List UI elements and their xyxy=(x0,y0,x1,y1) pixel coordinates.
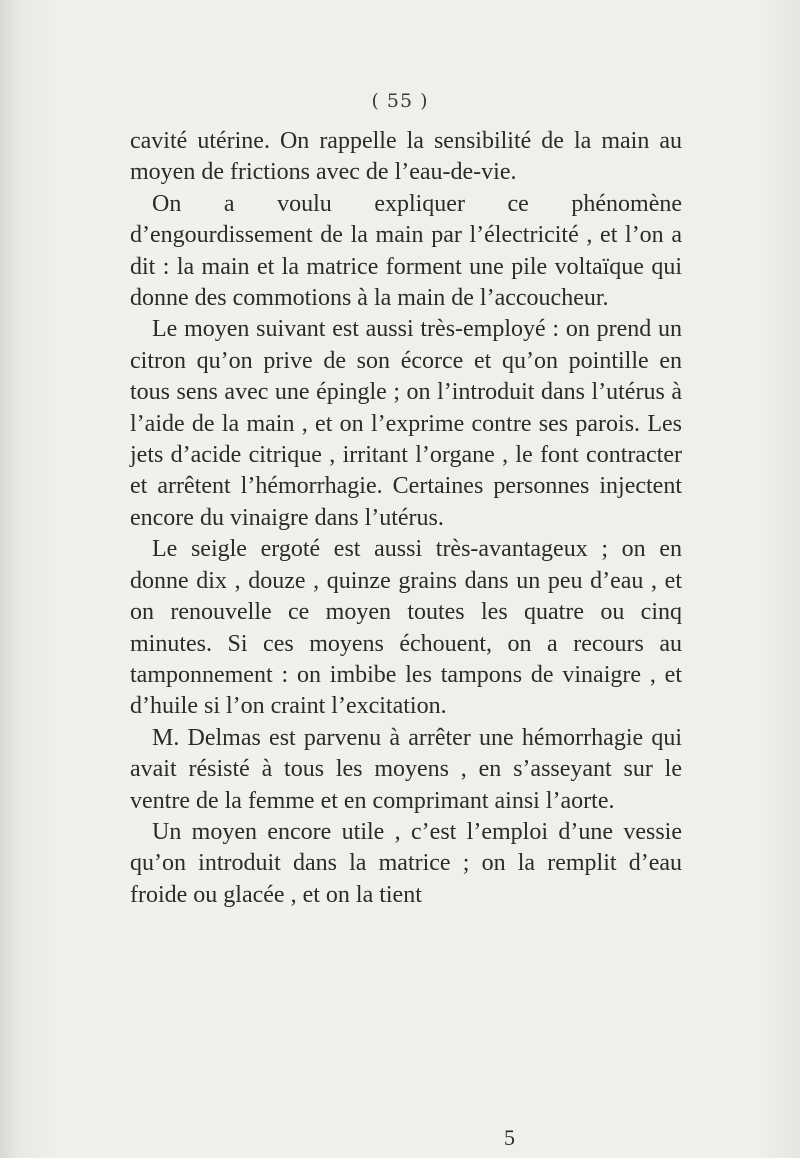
signature-mark: 5 xyxy=(504,1125,515,1150)
paragraph-3: Le moyen suivant est aussi très-employé : on prend un citron qu’on prive de son écorce et qu’on pointille en tous sens avec une épingle ; on l’introduit dans l’utérus à l’aide de la main , et on l’exprime contre ses parois. Les jets d’acide citrique , irritant l’organe , le font contracter et arrêtent l’hémorrhagie. Certaines personnes injectent encore du vinaigre dans l’utérus. xyxy=(130,316,682,531)
paragraph-4: Le seigle ergoté est aussi très-avantageux ; on en donne dix , douze , quinze grains dans un peu d’eau , et on renouvelle ce moyen toutes les quatre ou cinq minutes. Si ces moyens échouent, on a recours au tamponnement : on imbibe les tampons de vinaigre , et d’huile si l’on craint l’excitation. xyxy=(130,536,682,720)
paragraph-2: On a voulu expliquer ce phénomène d’engourdissement de la main par l’électricité , et l’on a dit : la main et la matrice forment une pile voltaïque qui donne des commotions à la main de l’accoucheur. xyxy=(130,190,682,312)
paragraph-5: M. Delmas est parvenu à arrêter une hémorrhagie qui avait résisté à tous les moyens , en s’asseyant sur le ventre de la femme et en comprimant ainsi l’aorte. xyxy=(130,724,682,814)
page-number-header: ( 55 ) xyxy=(371,90,429,112)
body-text xyxy=(130,126,682,911)
paragraph-1: cavité utérine. On rappelle la sensibilité de la main au moyen de frictions avec de l’eau-de-vie. xyxy=(130,128,682,186)
paragraph-6: Un moyen encore utile , c’est l’emploi d’une vessie qu’on introduit dans la matrice ; on la remplit d’eau froide ou glacée , et on la tient xyxy=(130,818,682,908)
